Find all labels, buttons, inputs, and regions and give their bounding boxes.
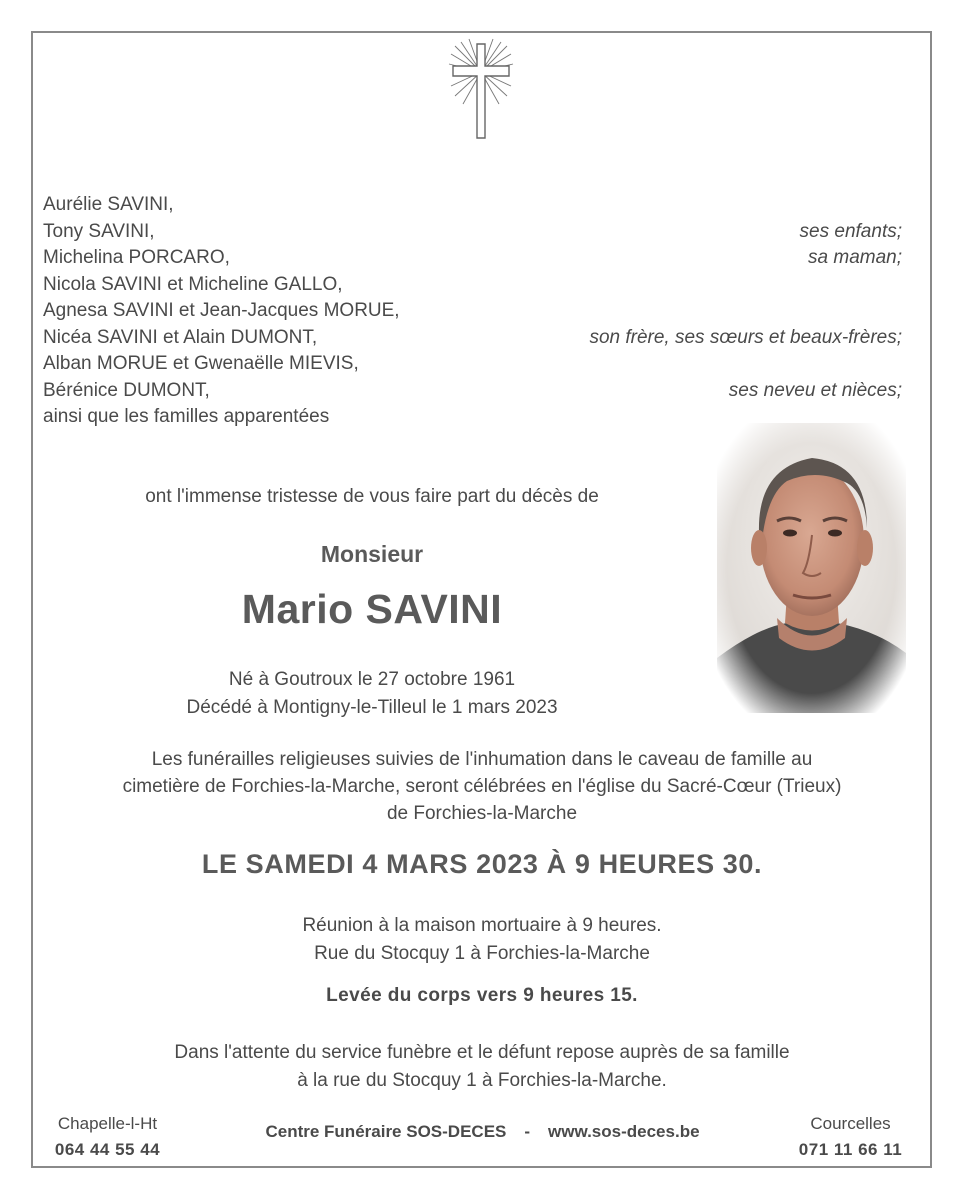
levee-text: Levée du corps vers 9 heures 15.: [326, 985, 638, 1006]
funeral-text: [43, 746, 921, 827]
birth-line: Né à Goutroux le 27 octobre 1961: [228, 669, 516, 690]
deceased-name: Mario SAVINI: [241, 586, 503, 632]
footer-right-place: Courcelles: [810, 1114, 891, 1133]
funeral-line: de Forchies-la-Marche: [386, 803, 578, 824]
reunion-line: Réunion à la maison mortuaire à 9 heures.: [302, 915, 662, 936]
portrait-photo: [717, 423, 906, 713]
family-name: Tony SAVINI,: [43, 220, 155, 242]
relation-label: [482, 351, 902, 378]
relation-label: ses neveu et nièces;: [728, 379, 902, 401]
family-name: Alban MORUE et Gwenaëlle MIEVIS,: [43, 353, 359, 374]
family-name: Bérénice DUMONT,: [43, 379, 210, 401]
reunion-text: [43, 912, 921, 968]
relation-label: ses enfants;: [799, 220, 902, 242]
funeral-home-website[interactable]: www.sos-deces.be: [548, 1122, 700, 1141]
family-name: Nicéa SAVINI et Alain DUMONT,: [43, 326, 318, 348]
death-line: Décédé à Montigny-le-Tilleul le 1 mars 2023: [186, 697, 558, 718]
family-name: Michelina PORCARO,: [43, 247, 230, 268]
footer-right-phone: 071 11 66 11: [798, 1140, 903, 1159]
reunion-address: Rue du Stocquy 1 à Forchies-la-Marche: [314, 943, 650, 964]
funeral-home-name: Centre Funéraire SOS-DECES: [265, 1122, 507, 1141]
footer-right: [788, 1111, 913, 1163]
cross-icon: [447, 38, 515, 140]
life-dates: [52, 666, 692, 722]
repose-text: [43, 1039, 921, 1095]
relation-label: [482, 272, 902, 299]
funeral-line: Les funérailles religieuses suivies de l'inhumation dans le caveau de famille au: [151, 749, 813, 770]
family-name: ainsi que les familles apparentées: [43, 406, 330, 427]
family-name: Agnesa SAVINI et Jean-Jacques MORUE,: [43, 300, 400, 321]
family-names: [43, 192, 513, 431]
footer-center: [230, 1122, 735, 1142]
relation-label: sa maman;: [808, 247, 902, 268]
footer-left-phone: 064 44 55 44: [54, 1140, 161, 1159]
relation-label: [482, 298, 902, 325]
funeral-line: cimetière de Forchies-la-Marche, seront célébrées en l'église du Sacré-Cœur (Trieux): [122, 776, 842, 797]
relation-label: son frère, ses sœurs et beaux-frères;: [589, 326, 902, 348]
repose-line: à la rue du Stocquy 1 à Forchies-la-Marche.: [297, 1070, 667, 1091]
ceremony-datetime: LE SAMEDI 4 MARS 2023 À 9 HEURES 30.: [201, 849, 763, 879]
footer-separator: -: [524, 1122, 531, 1141]
footer-left: [45, 1111, 170, 1163]
deceased-title: Monsieur: [320, 541, 424, 567]
relation-label: [482, 192, 902, 219]
family-relations: [482, 192, 902, 431]
family-name: Nicola SAVINI et Micheline GALLO,: [43, 273, 343, 295]
intro-text: ont l'immense tristesse de vous faire part du décès de: [145, 486, 599, 507]
family-name: Aurélie SAVINI,: [43, 194, 174, 215]
repose-line: Dans l'attente du service funèbre et le défunt repose auprès de sa famille: [174, 1042, 790, 1063]
footer-left-place: Chapelle-l-Ht: [57, 1114, 158, 1133]
